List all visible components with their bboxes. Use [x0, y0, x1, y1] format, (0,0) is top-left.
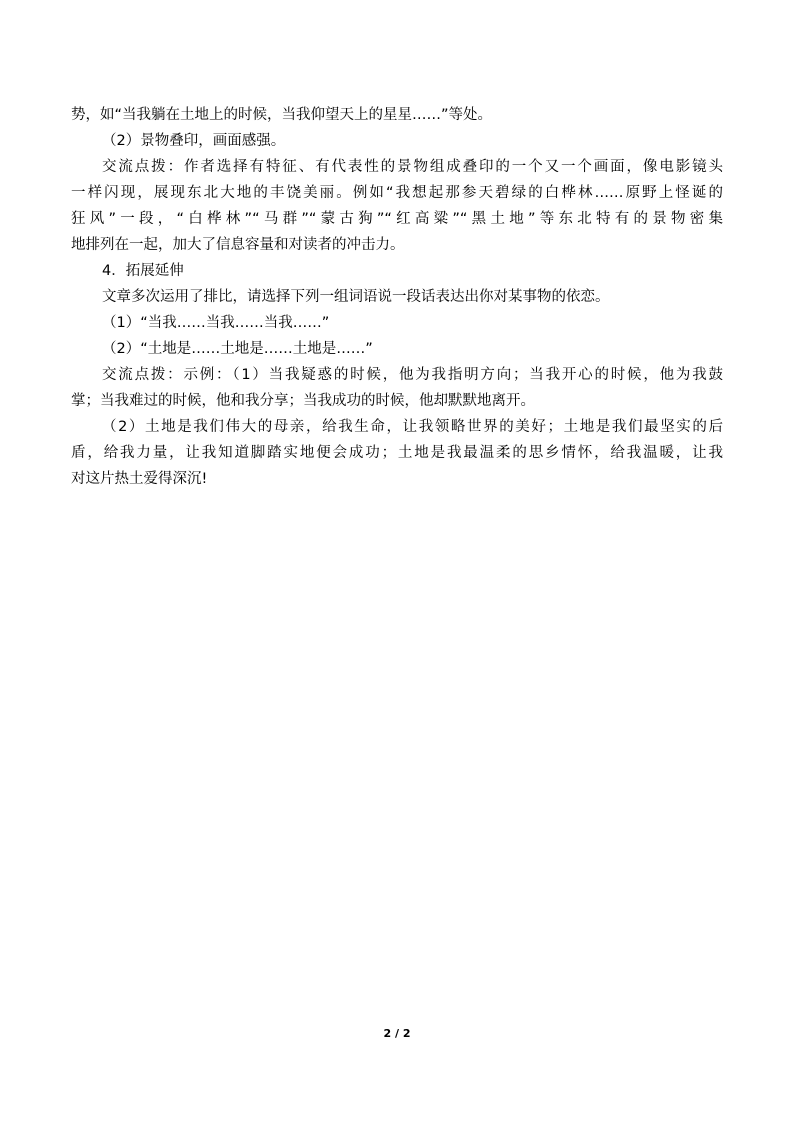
- paragraph-line: （2）“土地是……土地是……土地是……”: [102, 341, 373, 357]
- paragraph-line: 交流点拨：示例：（1）当我疑惑的时候，他为我指明方向；当我开心的时候，他为我鼓: [102, 367, 723, 383]
- paragraph-line: 势，如“当我躺在土地上的时候，当我仰望天上的星星……”等处。: [71, 107, 493, 123]
- paragraph-line: 对这片热土爱得深沉!: [71, 471, 208, 487]
- paragraph-line: 文章多次运用了排比，请选择下列一组词语说一段话表达出你对某事物的依恋。: [102, 289, 610, 305]
- paragraph-line: （2）土地是我们伟大的母亲，给我生命，让我领略世界的美好；土地是我们最坚实的后: [102, 419, 723, 435]
- paragraph-line: （1）“当我……当我……当我……”: [102, 315, 330, 331]
- paragraph-line: 地排列在一起，加大了信息容量和对读者的冲击力。: [71, 237, 405, 253]
- document-body: [71, 102, 723, 492]
- paragraph-line: 交流点拨：作者选择有特征、有代表性的景物组成叠印的一个又一个画面，像电影镜头: [102, 159, 723, 175]
- paragraph-line: 一样闪现，展现东北大地的丰饶美丽。例如“我想起那参天碧绿的白桦林……原野上怪诞的: [71, 185, 723, 201]
- page-number: 2 / 2: [383, 1027, 411, 1040]
- section-heading: 4．拓展延伸: [102, 263, 184, 279]
- paragraph-line: 掌；当我难过的时候，他和我分享；当我成功的时候，他却默默地离开。: [71, 393, 535, 409]
- paragraph-line: 盾，给我力量，让我知道脚踏实地便会成功；土地是我最温柔的思乡情怀，给我温暖，让我: [71, 445, 723, 461]
- paragraph-line: 狂风”一段，“白桦林”“马群”“蒙古狗”“红高粱”“黑土地”等东北特有的景物密集: [71, 211, 723, 227]
- paragraph-line: （2）景物叠印，画面感强。: [102, 133, 286, 149]
